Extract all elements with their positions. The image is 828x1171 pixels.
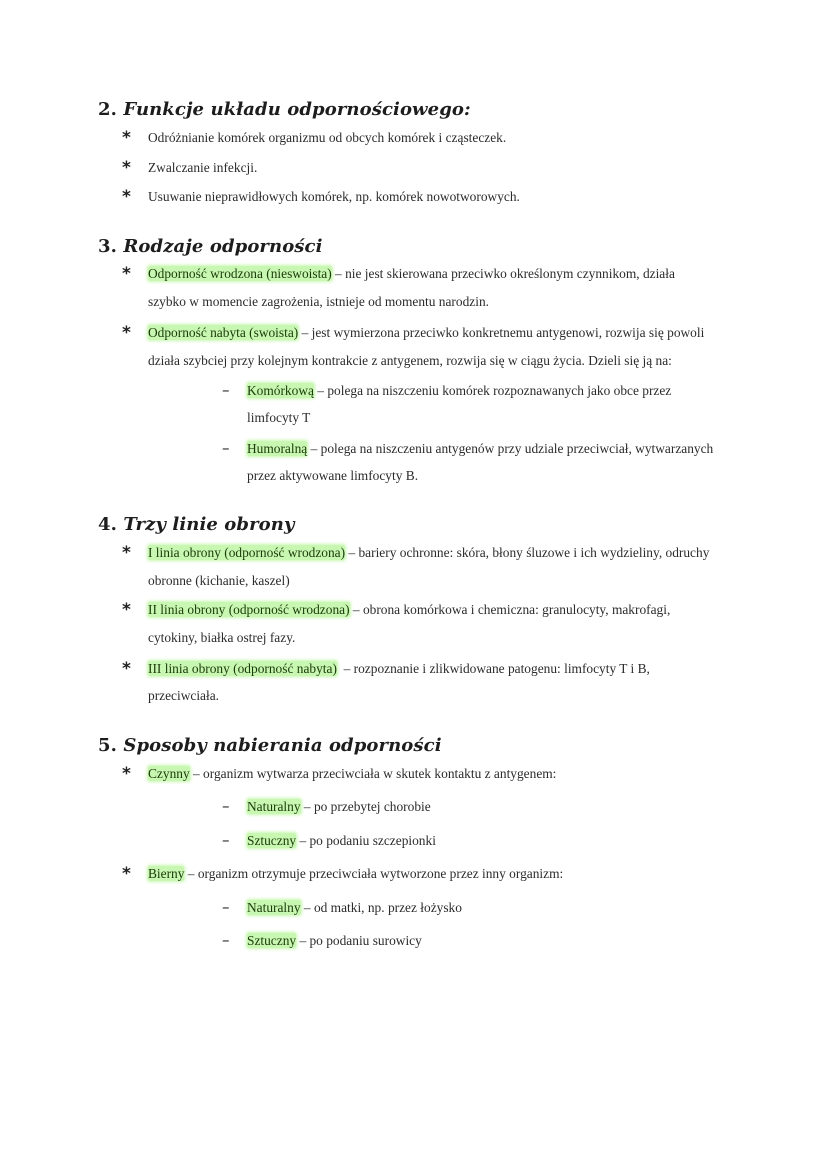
sub-list-item: Sztuczny – po podaniu surowicy [247, 933, 422, 948]
list-item: Odporność nabyta (swoista) – jest wymierzona przeciwko konkretnemu antygenowi, rozwija się powoli [148, 325, 705, 340]
section-3-heading: 3. Rodzaje odporności [98, 236, 323, 257]
bullet-icon: * [122, 864, 131, 884]
sub-list-item-continuation: limfocyty T [247, 410, 311, 425]
list-item-continuation: szybko w momencie zagrożenia, istnieje od momentu narodzin. [148, 294, 489, 309]
section-2-heading: 2. Funkcje układu odpornościowego: [98, 99, 471, 120]
list-item: I linia obrony (odporność wrodzona) – bariery ochronne: skóra, błony śluzowe i ich wydzieliny, odruchy [148, 545, 710, 560]
sub-list-item: Komórkową – polega na niszczeniu komórek rozpoznawanych jako obce przez [247, 383, 672, 398]
bullet-icon: * [122, 600, 131, 620]
list-item: Bierny – organizm otrzymuje przeciwciała wytworzone przez inny organizm: [148, 866, 564, 881]
list-item: Zwalczanie infekcji. [148, 160, 258, 175]
bullet-icon: * [122, 187, 131, 207]
list-item: II linia obrony (odporność wrodzona) – obrona komórkowa i chemiczna: granulocyty, makrofagi, [148, 602, 671, 617]
dash-icon: – [222, 931, 230, 949]
bullet-icon: * [122, 323, 131, 343]
highlighted-term: Naturalny [247, 900, 301, 915]
sub-list-item: Sztuczny – po podaniu szczepionki [247, 833, 436, 848]
bullet-icon: * [122, 158, 131, 178]
highlighted-term: Bierny [148, 866, 185, 881]
dash-icon: – [222, 797, 230, 815]
sub-list-item: Naturalny – od matki, np. przez łożysko [247, 900, 462, 915]
list-item-continuation: działa szybciej przy kolejnym kontrakcie z antygenem, rozwija się w ciągu życia. Dzieli się ją na: [148, 353, 672, 368]
dash-icon: – [222, 898, 230, 916]
section-5-heading: 5. Sposoby nabierania odporności [98, 735, 442, 756]
list-item: Czynny – organizm wytwarza przeciwciała w skutek kontaktu z antygenem: [148, 766, 557, 781]
highlighted-term: Naturalny [247, 799, 301, 814]
highlighted-term: III linia obrony (odporność nabyta) [148, 661, 337, 676]
list-item: Odróżnianie komórek organizmu od obcych komórek i cząsteczek. [148, 130, 507, 145]
dash-icon: – [222, 439, 230, 457]
bullet-icon: * [122, 264, 131, 284]
dash-icon: – [222, 381, 230, 399]
highlighted-term: II linia obrony (odporność wrodzona) [148, 602, 350, 617]
dash-icon: – [222, 831, 230, 849]
highlighted-term: Sztuczny [247, 933, 297, 948]
section-4-heading: 4. Trzy linie obrony [98, 514, 295, 535]
bullet-icon: * [122, 764, 131, 784]
list-item: Odporność wrodzona (nieswoista) – nie jest skierowana przeciwko określonym czynnikom, działa [148, 266, 675, 281]
list-item-continuation: cytokiny, białka ostrej fazy. [148, 630, 296, 645]
highlighted-term: Odporność wrodzona (nieswoista) [148, 266, 332, 281]
highlighted-term: Komórkową [247, 383, 314, 398]
highlighted-term: Odporność nabyta (swoista) [148, 325, 299, 340]
bullet-icon: * [122, 543, 131, 563]
sub-list-item: Naturalny – po przebytej chorobie [247, 799, 431, 814]
list-item-continuation: obronne (kichanie, kaszel) [148, 573, 290, 588]
sub-list-item: Humoralną – polega na niszczeniu antygenów przy udziale przeciwciał, wytwarzanych [247, 441, 714, 456]
list-item-continuation: przeciwciała. [148, 688, 219, 703]
highlighted-term: Sztuczny [247, 833, 297, 848]
highlighted-term: Czynny [148, 766, 190, 781]
bullet-icon: * [122, 659, 131, 679]
highlighted-term: Humoralną [247, 441, 308, 456]
highlighted-term: I linia obrony (odporność wrodzona) [148, 545, 346, 560]
bullet-icon: * [122, 128, 131, 148]
list-item: Usuwanie nieprawidłowych komórek, np. komórek nowotworowych. [148, 189, 520, 204]
list-item: III linia obrony (odporność nabyta) – rozpoznanie i zlikwidowane patogenu: limfocyty T i B, [148, 661, 650, 676]
sub-list-item-continuation: przez aktywowane limfocyty B. [247, 468, 419, 483]
